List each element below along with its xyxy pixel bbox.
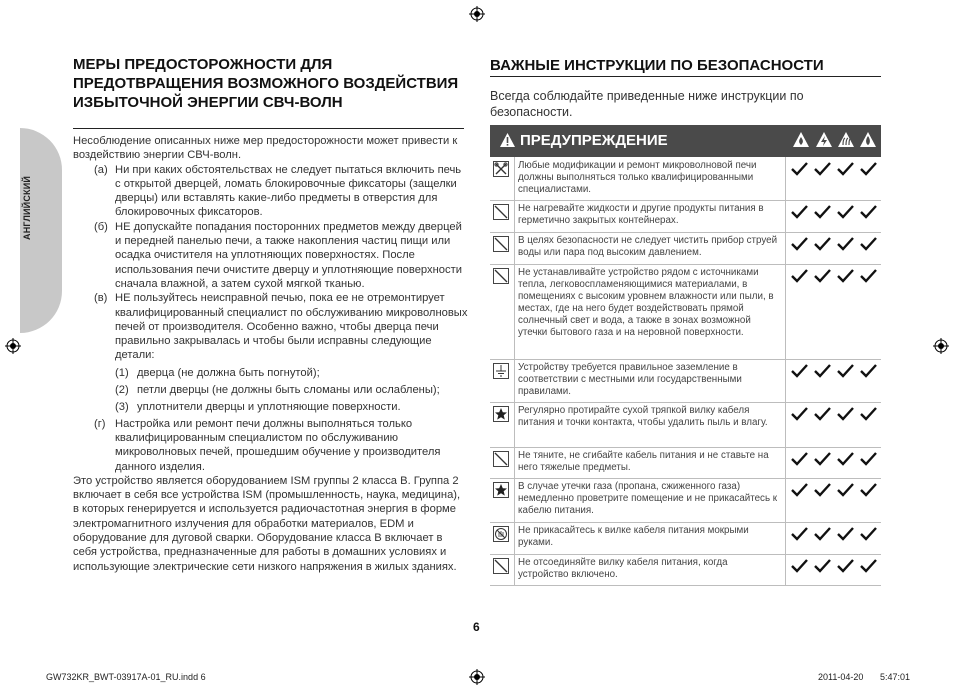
check-mark-icon [836, 237, 854, 251]
check-mark-icon [859, 559, 877, 573]
left-intro: Несоблюдение описанных ниже мер предосторожности может привести к воздействию энергии СВЧ-волн. [73, 135, 458, 162]
list-item: (в) НЕ пользуйтесь неисправной печью, пока ее не отремонтирует квалифицированный специалист по обслуживанию микроволновых печей от производителя. Особенно важно, чтобы дверца печи правильно закрывалась и чтобы были исправны следующие детали: [94, 292, 468, 362]
prohibited-icon [493, 268, 509, 284]
check-mark-icon [813, 483, 831, 497]
check-mark-icon [836, 559, 854, 573]
safety-instruction-text: Не отсоединяйте вилку кабеля питания, когда устройство включено. [518, 557, 728, 581]
prohibited-icon [493, 204, 509, 220]
safety-instruction-row [490, 157, 881, 201]
check-mark-icon [859, 162, 877, 176]
page-number: 6 [473, 620, 480, 634]
check-mark-icon [813, 162, 831, 176]
check-mark-icon [859, 452, 877, 466]
list-item: (б) НЕ допускайте попадания посторонних предметов между дверцей и передней панелью печи, а также накопления частиц пищи или осадка очистителя на уплотняющих поверхностях. После использования печи очистите дверцу и уплотняющие поверхности сначала влажной, а затем сухой мягкой тканью. [94, 220, 462, 290]
safety-instruction-text: Любые модификации и ремонт микроволновой печи должны выполняться только квалифицированными специалистами. [518, 160, 757, 196]
footer-date: 2011-04-20 [818, 672, 864, 682]
left-section-title: МЕРЫ ПРЕДОСТОРОЖНОСТИ ДЛЯ ПРЕДОТВРАЩЕНИЯ ВОЗМОЖНОГО ВОЗДЕЙСТВИЯ ИЗБЫТОЧНОЙ ЭНЕРГИИ СВЧ-ВОЛН [73, 56, 459, 111]
check-mark-icon [813, 364, 831, 378]
footer-filename: GW732KR_BWT-03917A-01_RU.indd 6 [46, 672, 206, 682]
check-mark-icon [836, 527, 854, 541]
sub-list-item: (1) дверца (не должна быть погнутой); [115, 366, 320, 379]
check-mark-icon [859, 269, 877, 283]
star-icon [493, 406, 509, 422]
left-closing-paragraph: Это устройство является оборудованием ISM группы 2 класса B. Группа 2 включает в себя все устройства ISM (промышленность, наука, медицина), в которых генерируется и используется радиочастотная энергия в форме электромагнитного излучения для обработки материалов, EDM и оборудование для дуговой сварки. Оборудование класса B включает в себя устройства, предназначенные для работы в домашних условиях и использующие электрические сети низкого напряжения в жилых зданиях. [73, 474, 461, 573]
check-mark-icon [836, 452, 854, 466]
check-mark-icon [813, 407, 831, 421]
warning-header-bar [490, 125, 881, 157]
check-mark-icon [790, 162, 808, 176]
flame-hazard-icon [859, 131, 877, 149]
check-mark-icon [836, 407, 854, 421]
prohibited-icon [493, 558, 509, 574]
check-mark-icon [813, 452, 831, 466]
safety-instruction-row [490, 478, 881, 523]
check-mark-icon [813, 559, 831, 573]
left-body [73, 134, 468, 574]
check-mark-icon [813, 205, 831, 219]
check-mark-icon [813, 269, 831, 283]
list-item: (г) Настройка или ремонт печи должны выполняться только квалифицированным специалистом по обслуживанию микроволновых печей, прошедшим обучение у производителя данного изделия. [94, 417, 441, 473]
check-mark-icon [859, 407, 877, 421]
no-wet-hands-icon [493, 526, 509, 542]
burn-hazard-icon [837, 131, 855, 149]
safety-instruction-text: Не нагревайте жидкости и другие продукты питания в герметично закрытых контейнерах. [518, 203, 764, 227]
check-mark-icon [836, 483, 854, 497]
safety-instruction-text: Не прикасайтесь к вилке кабеля питания мокрыми руками. [518, 525, 749, 549]
check-mark-icon [836, 162, 854, 176]
check-mark-icon [836, 205, 854, 219]
safety-instruction-row [490, 200, 881, 233]
safety-instruction-row [490, 232, 881, 265]
check-mark-icon [859, 205, 877, 219]
prohibited-icon [493, 236, 509, 252]
right-section-title: ВАЖНЫЕ ИНСТРУКЦИИ ПО БЕЗОПАСНОСТИ [490, 57, 824, 74]
sub-list-item: (2) петли дверцы (не должны быть сломаны или ослаблены); [115, 384, 440, 397]
safety-instruction-row [490, 447, 881, 479]
check-mark-icon [790, 527, 808, 541]
check-mark-icon [859, 483, 877, 497]
check-mark-icon [859, 527, 877, 541]
warning-label: ПРЕДУПРЕЖДЕНИЕ [520, 132, 668, 149]
language-side-label: АНГЛИЙСКИЙ [22, 175, 32, 240]
registration-mark-icon [5, 338, 21, 354]
check-mark-icon [813, 527, 831, 541]
right-intro: Всегда соблюдайте приведенные ниже инструкции по безопасности. [490, 89, 804, 119]
registration-mark-icon [933, 338, 949, 354]
check-mark-icon [836, 269, 854, 283]
check-mark-icon [836, 364, 854, 378]
safety-instruction-row [490, 522, 881, 555]
check-mark-icon [790, 237, 808, 251]
registration-mark-icon [469, 669, 485, 685]
safety-instruction-text: Не тяните, не сгибайте кабель питания и не ставьте на него тяжелые предметы. [518, 450, 769, 474]
safety-instruction-text: Устройству требуется правильное заземление в соответствии с местными или государственными правилами. [518, 362, 742, 398]
check-mark-icon [790, 269, 808, 283]
right-title-rule [490, 76, 881, 77]
safety-instruction-text: В случае утечки газа (пропана, сжиженного газа) немедленно проветрите помещение и не прикасайтесь к кабелю питания. [518, 481, 778, 517]
check-mark-icon [790, 205, 808, 219]
check-mark-icon [813, 237, 831, 251]
electric-hazard-icon [815, 131, 833, 149]
warning-triangle-icon [499, 132, 516, 148]
check-mark-icon [790, 364, 808, 378]
fire-hazard-icon [792, 131, 810, 149]
check-mark-icon [790, 483, 808, 497]
ground-icon [493, 363, 509, 379]
safety-instruction-text: В целях безопасности не следует чистить прибор струей воды или пара под высоким давлением. [518, 235, 778, 259]
footer-time: 5:47:01 [880, 672, 911, 682]
check-mark-icon [790, 407, 808, 421]
safety-instruction-row [490, 554, 881, 586]
check-mark-icon [790, 452, 808, 466]
check-mark-icon [859, 237, 877, 251]
safety-instruction-row [490, 402, 881, 448]
safety-instruction-row [490, 359, 881, 403]
star-icon [493, 482, 509, 498]
safety-instruction-text: Не устанавливайте устройство рядом с источниками тепла, легковоспламеняющимися материалами, в помещениях с высоким уровнем влажности или пыли, в местах, где на него будет воздействовать прямой солнечный свет и вода, а также в зонах возможной утечки бытового газа и на неровной поверхности. [518, 267, 774, 339]
safety-instruction-text: Регулярно протирайте сухой тряпкой вилку кабеля питания и точки контакта, чтобы удалить пыль и влагу. [518, 405, 768, 429]
safety-instruction-row [490, 264, 881, 360]
check-mark-icon [859, 364, 877, 378]
sub-list-item: (3) уплотнители дверцы и уплотняющие поверхности. [115, 401, 401, 414]
list-item: (а) Ни при каких обстоятельствах не следует пытаться включить печь с открытой дверцей, ломать блокировочные фиксаторы (защелки дверцы) или вставлять какие-либо предметы в отверстия для блокировочных фиксаторов. [94, 163, 462, 219]
left-title-rule [73, 128, 464, 129]
registration-mark-icon [469, 6, 485, 22]
prohibited-icon [493, 451, 509, 467]
tools-icon [493, 161, 509, 177]
check-mark-icon [790, 559, 808, 573]
